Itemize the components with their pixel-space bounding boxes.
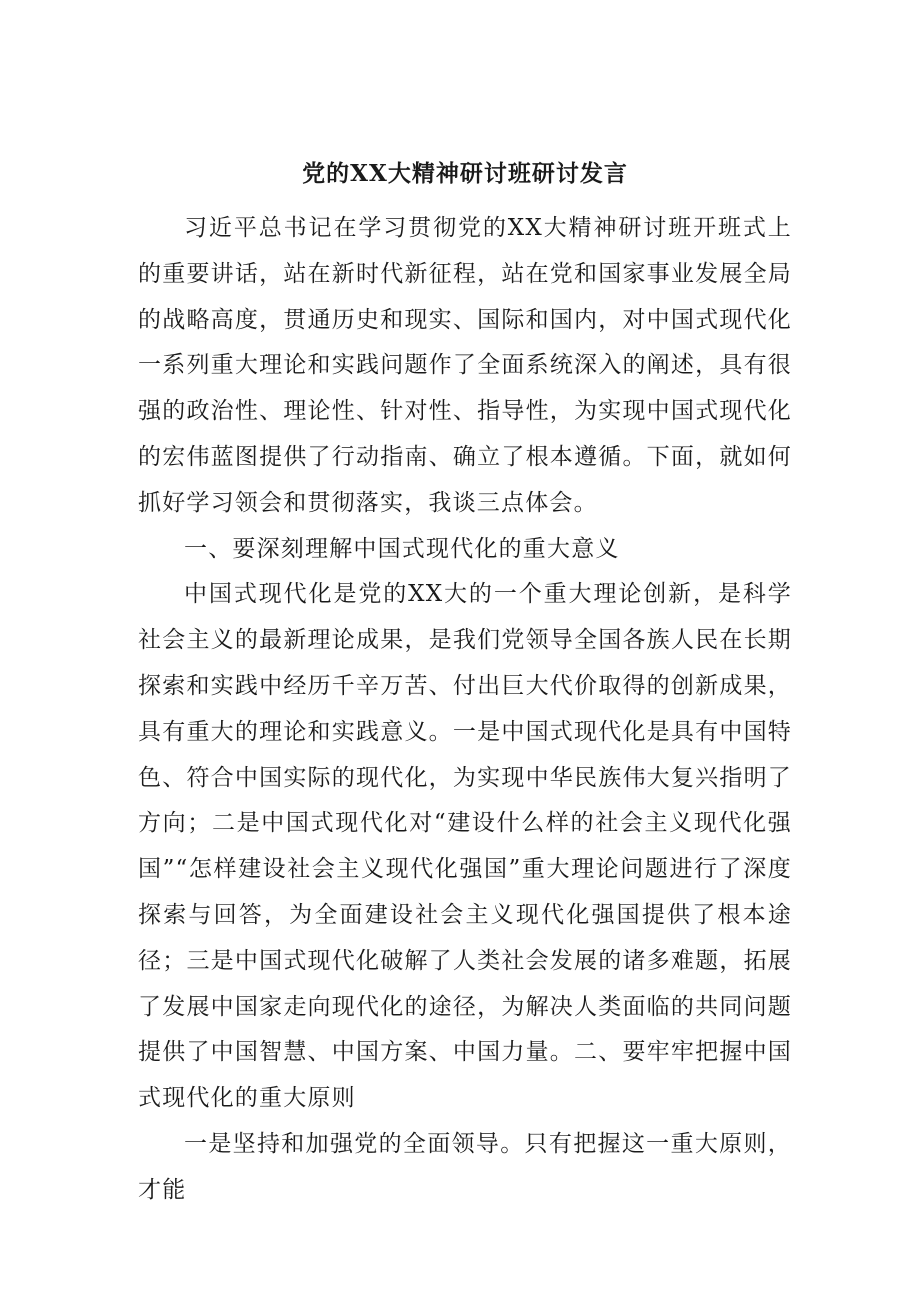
paragraph-significance: 中国式现代化是党的XX大的一个重大理论创新，是科学社会主义的最新理论成果，是我们党领导全国各族人民在长期探索和实践中经历千辛万苦、付出巨大代价取得的创新成果，具有重大的理论和实践意义。一是中国式现代化是具有中国特色、符合中国实际的现代化，为实现中华民族伟大复兴指明了方向；二是中国式现代化对“建设什么样的社会主义现代化强国”“怎样建设社会主义现代化强国”重大理论问题进行了深度探索与回答，为全面建设社会主义现代化强国提供了根本途径；三是中国式现代化破解了人类社会发展的诸多难题，拓展了发展中国家走向现代化的途径，为解决人类面临的共同问题提供了中国智慧、中国方案、中国力量。二、要牢牢把握中国式现代化的重大原则 <box>138 581 792 1112</box>
section-heading-1: 一、要深刻理解中国式现代化的重大意义 <box>184 535 620 562</box>
document-title: 党的XX大精神研讨班研讨发言 <box>302 160 628 187</box>
document-page <box>138 150 792 1214</box>
paragraph-principle-1: 一是坚持和加强党的全面领导。只有把握这一重大原则，才能 <box>138 1130 792 1203</box>
paragraph-intro: 习近平总书记在学习贯彻党的XX大精神研讨班开班式上的重要讲话，站在新时代新征程，站在党和国家事业发展全局的战略高度，贯通历史和现实、国际和国内，对中国式现代化一系列重大理论和实践问题作了全面系统深入的阐述，具有很强的政治性、理论性、针对性、指导性，为实现中国式现代化的宏伟蓝图提供了行动指南、确立了根本遵循。下面，就如何抓好学习领会和贯彻落实，我谈三点体会。 <box>138 215 792 516</box>
